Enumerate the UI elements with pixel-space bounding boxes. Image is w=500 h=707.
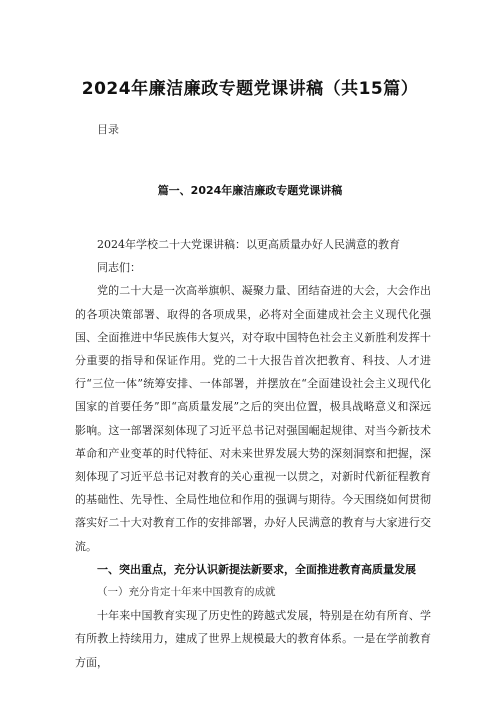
heading-level-2: （一）充分肯定十年来中国教育的成就 [97,586,276,599]
document-title: 2024年廉洁廉政专题党课讲稿（共15篇） [81,79,419,99]
document-body [75,233,431,674]
paragraph-intro: 党的二十大是一次高举旗帜、凝聚力量、团结奋进的大会，大会作出的各项决策部署、取得的各项成果，必将对全面建成社会主义现代化强国、全面推进中华民族伟大复兴，对夺取中国特色社会主义新胜利发挥十分重要的指导和保证作用。党的二十大报告首次把教育、科技、人才进行“三位一体”统筹安排、一体部署，并摆放在“全面建设社会主义现代化国家的首要任务”即“高质量发展”之后的突出位置，极具战略意义和深远影响。这一部署深刻体现了习近平总书记对强国崛起规律、对当今新技术革命和产业变革的时代特征、对未来世界发展大势的深刻洞察和把握，深刻体现了习近平总书记对教育的关心重视一以贯之，对新时代新征程教育的基础性、先导性、全局性地位和作用的强调与期待。今天围绕如何贯彻落实好二十大对教育工作的安排部署，办好人民满意的教育与大家进行交流。 [75,284,431,553]
paragraph-subtitle: 2024年学校二十大党课讲稿：以更高质量办好人民满意的教育 [97,238,400,251]
section-title: 篇一、2024年廉洁廉政专题党课讲稿 [157,184,343,197]
paragraph-body: 十年来中国教育实现了历史性的跨越式发展，特别是在幼有所育、学有所教上持续用力，建成了世界上规模最大的教育体系。一是在学前教育方面， [75,609,431,669]
heading-level-1: 一、突出重点，充分认识新提法新要求，全面推进教育高质量发展 [97,562,416,576]
toc-label: 目录 [97,123,119,136]
paragraph-salutation: 同志们： [97,261,141,275]
